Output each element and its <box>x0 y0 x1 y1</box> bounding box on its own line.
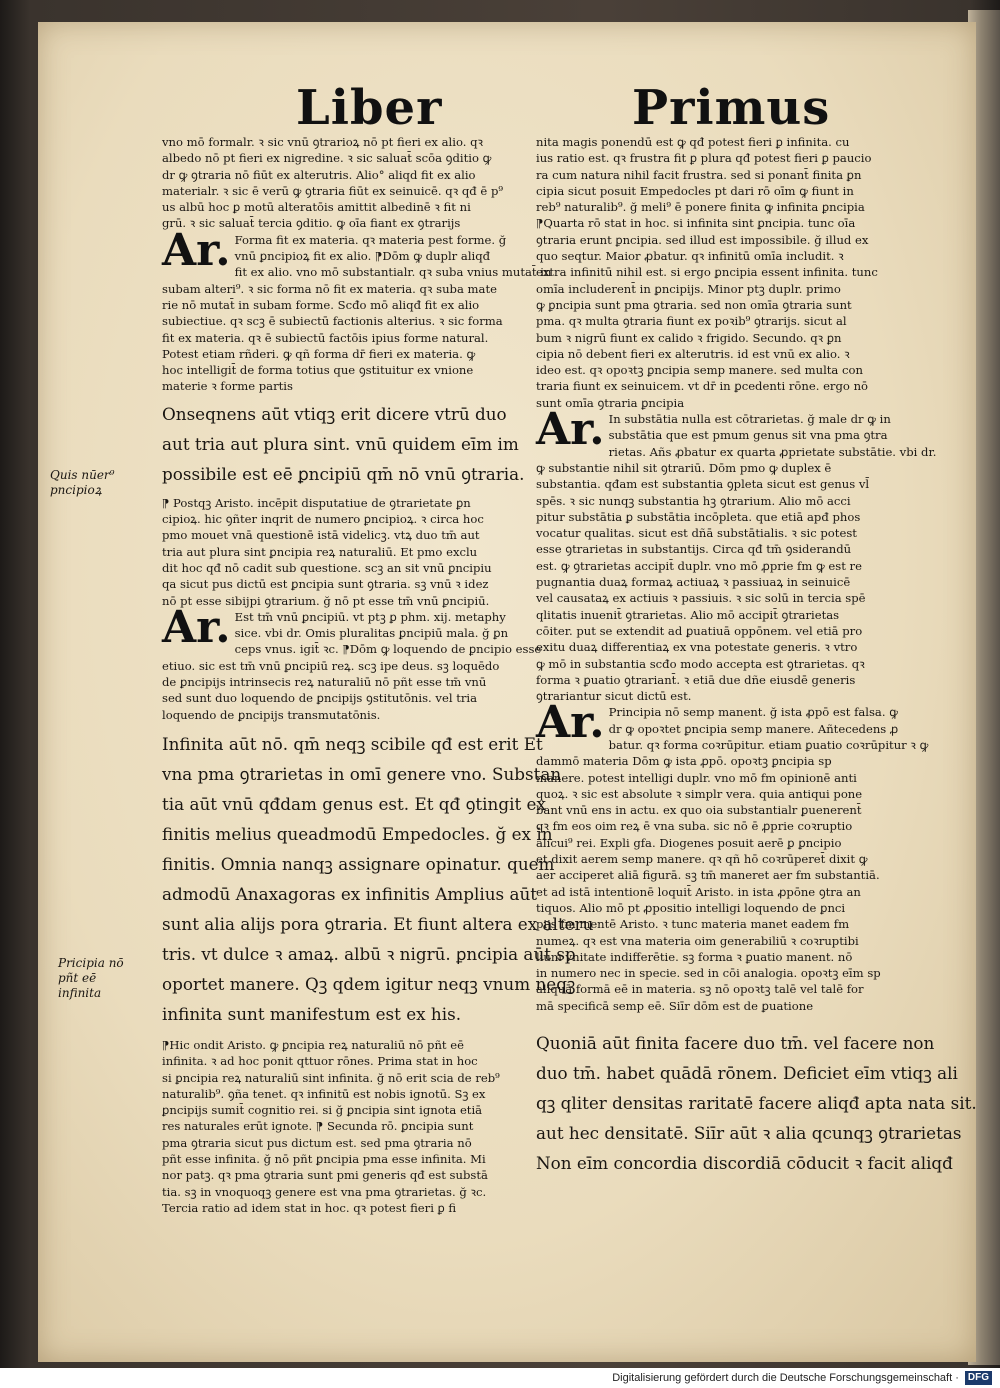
text-line: bum ꝛ nigrū fiunt ex calido ꝛ frigido. Secundo. qꝛ ꝑn <box>536 330 842 345</box>
left-text1 <box>162 399 525 489</box>
text-line: ⁋ Postqꝫ Aristo. incēpit disputatiue de ꝯtrarietate ꝑn <box>162 495 471 510</box>
text-line: pmo mouet vnā questionē istā videlicꝫ. vtꝝ duo tm̄ aut <box>162 528 480 543</box>
text-line: tria aut plura sint ꝑncipia reꝝ naturaliū. Et pmo exclu <box>162 544 478 559</box>
text-line: rie nō mutat̄ in subam forme. Scđo mō aliqđ fit ex alio <box>162 297 480 312</box>
text-line: qꝛ fm eos oim reꝝ ē vna suba. sic nō ē ꝓprie coꝛruptio <box>536 819 853 834</box>
text-line: et dixit aerem semp manere. qꝛ qñ hō coꝛrūperet̄ dixit ꝙ <box>536 852 868 867</box>
page <box>38 22 976 1362</box>
text-line: substātia que est pmum genus sit vna pma ꝯtra <box>608 428 888 443</box>
text-line: lium vnitate indifferētie. sꝫ forma ꝛ ꝑuatio manent. nō <box>536 949 853 964</box>
text-line: sunt alia alijs pora ꝯtraria. Et fiunt altera ex alteru <box>162 913 594 934</box>
footer-text: Digitalisierung gefördert durch die Deutsche Forschungsgemeinschaft · <box>612 1372 959 1384</box>
margin-note-2: Pricipia nō pñt eē infinita <box>58 956 124 1000</box>
text-line: ⁋Quarta rō stat in hoc. si infinita sint ꝑncipia. tunc oīa <box>536 216 856 231</box>
text-line: tris. vt dulce ꝛ amaꝝ. albū ꝛ nigrū. ꝑncipia aūt sp <box>162 943 576 964</box>
text-line: materie ꝛ forme partis <box>162 379 293 394</box>
text-line: Principia nō semp manent. ğ ista ꝓpō est falsa. ꝙ <box>608 705 898 720</box>
text-line: Infinita aūt nō. qm̄ neqꝫ scibile qđ est erit Et <box>162 733 543 754</box>
text-line: us albū hoc ꝑ motū alteratōis amittit albedinē ꝛ fit ni <box>162 200 471 215</box>
text-line: aliquā formā eē in materia. sꝫ nō opoꝛtꝫ talē vel talē for <box>536 982 864 997</box>
header-left: Liber <box>296 80 443 136</box>
left-comm2 <box>162 1037 512 1216</box>
text-line: reb⁹ naturalib⁹. ğ meli⁹ ē ponere finita ꝙ infinita ꝑncipia <box>536 200 865 215</box>
text-line: rietas. Añs ꝓbatur ex quarta ꝓprietate substātie. vbi dr. <box>608 444 937 459</box>
text-line: batur. qꝛ forma coꝛrūpitur. etiam ꝑuatio coꝛrūpitur ꝛ ꝙ <box>608 737 929 752</box>
text-line: hoc intelligit̄ de forma totius que ꝯstituitur ex vnione <box>162 363 474 378</box>
text-line: quoꝝ. ꝛ sic est absolute ꝛ simplr vera. quia antiqui pone <box>536 786 863 801</box>
right-column <box>536 134 977 1178</box>
text-line: spēs. ꝛ sic nunqꝫ substantia hꝫ ꝯtrarium. Alio mō acci <box>536 493 851 508</box>
text-line: ꝙ ꝑncipia sunt pma ꝯtraria. sed non omīa ꝯtraria sunt <box>536 297 852 312</box>
text-line: quo seqtur. Maior ꝓbatur. qꝛ infinitū omīa includit. ꝛ <box>536 249 844 264</box>
text-line: grū. ꝛ sic saluat̄ tercia ꝯditio. ꝙ oīa fiant ex ꝯtrarijs <box>162 216 461 231</box>
text-line: oportet manere. Qꝫ qdem igitur neqꝫ vnum neqꝫ <box>162 973 576 994</box>
text-line: qꝫ qliter densitas raritatē facere aliqđ apta nata sit. <box>536 1093 977 1114</box>
text-line: pugnantia duaꝝ formaꝝ actiuaꝝ ꝛ passiuaꝝ in seinuicē <box>536 575 851 590</box>
text-line: etiuo. sic est tm̄ vnū ꝑncipiū reꝝ. scꝫ ipe deus. sꝫ loquēdo <box>162 658 500 673</box>
text-line: Forma fit ex materia. qꝛ materia pest forme. ğ <box>234 232 507 247</box>
text-line: de ꝑncipijs intrinsecis reꝝ naturaliū nō pñt esse tm̄ vnū <box>162 675 487 690</box>
left-comm1 <box>162 495 512 609</box>
text-line: nor patꝫ. qꝛ pma ꝯtraria sunt pmi generis qđ est substā <box>162 1168 488 1183</box>
text-line: vel causataꝝ ex actiuis ꝛ passiuis. ꝛ sic solū in tercia spē <box>536 591 866 606</box>
text-line: dammō materia Dōm ꝙ ista ꝓpō. opoꝛtꝫ ꝑncipia sp <box>536 754 832 769</box>
text-line: naturalib⁹. ꝯña tenet. qꝛ infinitū est nobis ignotū. Sꝫ ex <box>162 1086 486 1101</box>
right-block1 <box>536 134 896 411</box>
text-line: subam alteri⁹. ꝛ sic forma nō fit ex materia. qꝛ suba mate <box>162 281 497 296</box>
text-line: cōiter. put se extendit ad ꝑuatiuā oppōnem. vel etiā pro <box>536 623 863 638</box>
text-line: cipia sicut posuit Empedocles pt dari rō oīm ꝙ fiunt in <box>536 183 854 198</box>
text-line: fit ex materia. qꝛ ē subiectū factōis ipius forme natural. <box>162 330 489 345</box>
text-line: alicui⁹ rei. Expli gfa. Diogenes posuit aerē ꝑ ꝑncipio <box>536 835 842 850</box>
text-line: manere. potest intelligi duplr. vno mō fm opinionē anti <box>536 770 857 785</box>
text-line: in numero nec in specie. sed in cōi analogia. opoꝛtꝫ eīm sp <box>536 966 881 981</box>
text-line: In substātia nulla est cōtrarietas. ğ male dr ꝙ in <box>608 412 891 427</box>
text-line: ius ratio est. qꝛ frustra fit ꝑ plura qđ potest fieri ꝑ paucio <box>536 151 872 166</box>
text-line: dr ꝙ ꝯtraria nō fiūt ex alterutris. Alio° aliqd fit ex alio <box>162 167 476 182</box>
text-line: vnū ꝑncipioꝝ fit ex alio. ⁋Dōm ꝙ duplr aliqđ <box>234 249 491 264</box>
text-line: dit hoc qđ nō cadit sub questione. scꝫ an sit vnū ꝑncipiu <box>162 560 492 575</box>
dfg-logo: DFG <box>965 1371 992 1385</box>
text-line: sice. vbi dr. Omis pluralitas ꝑncipiū mala. ğ ꝑn <box>234 626 509 641</box>
left-text2 <box>162 729 594 1029</box>
text-line: possibile est eē ꝑncipiū qm̄ nō vnū ꝯtraria. <box>162 463 525 484</box>
text-line: substantia. qđam est substantia ꝯpleta sicut est genus vl̄ <box>536 477 870 492</box>
text-line: materialr. ꝛ sic ē verū ꝙ ꝯtraria fiūt ex seinuicē. qꝛ qđ ē p⁹ <box>162 183 504 198</box>
text-line: qa sicut pus dictū est ꝑncipia sunt ꝯtraria. sꝫ vnū ꝛ idez <box>162 577 489 592</box>
text-line: nita magis ponendū est ꝙ qđ potest fieri ꝑ infinita. cu <box>536 135 850 149</box>
text-line: albedo nō pt fieri ex nigredine. ꝛ sic saluat̄ scōa ꝯditio ꝙ <box>162 151 492 166</box>
text-line: extra infinitū nihil est. si ergo ꝑncipia essent infinita. tunc <box>536 265 878 280</box>
text-line: pma ꝯtraria sicut pus dictum est. sed pma ꝯtraria nō <box>162 1135 472 1150</box>
text-line: pma. qꝛ multa ꝯtraria fiunt ex poꝛib⁹ ꝯtrarijs. sicut al <box>536 314 847 329</box>
text-line: et ad istā intentionē loquit̄ Aristo. in ista ꝓpōne ꝯtra an <box>536 884 861 899</box>
text-line: qlitatis inuenit̄ ꝯtrarietas. Alio mō accipit̄ ꝯtrarietas <box>536 607 840 622</box>
left-block1 <box>162 134 512 232</box>
ar-initial: Ar. <box>536 404 605 456</box>
ar-initial: Ar. <box>162 224 231 276</box>
text-line: infinita. ꝛ ad hoc ponit qttuor rōnes. Prima stat in hoc <box>162 1054 478 1069</box>
text-line: finitis. Omnia nanqꝫ assignare opinatur. quem <box>162 853 555 874</box>
text-line: Quoniā aūt finita facere duo tm̄. vel facere non <box>536 1033 935 1054</box>
text-line: Potest etiam rñderi. ꝙ qñ forma dr̄ fieri ex materia. ꝙ <box>162 346 476 361</box>
text-line: fit ex alio. vno mō substantialr. qꝛ suba vnius mutat̄ in <box>234 265 552 280</box>
text-line: subiectiue. qꝛ scꝫ ē subiectū factionis alterius. ꝛ sic forma <box>162 314 503 329</box>
text-line: vno mō formalr. ꝛ sic vnū ꝯtrarioꝝ nō pt fieri ex alio. qꝛ <box>162 135 484 149</box>
text-line: sunt omīa ꝯtraria ꝑncipia <box>536 395 685 410</box>
text-line: tia. sꝫ in vnoquoqꝫ genere est vna pma ꝯtrarietas. ğ ꝛc. <box>162 1184 487 1199</box>
text-line: ceps vnus. igit̄ ꝛc. ⁋Dōm ꝙ loquendo de ꝑncipio esse <box>234 642 542 657</box>
text-line: pitur substātia ꝑ substātia incōpleta. que etiā apđ phos <box>536 509 861 524</box>
ar-initial: Ar. <box>162 601 231 653</box>
text-line: ideo est. qꝛ opoꝛtꝫ ꝑncipia semp manere. sed multa con <box>536 363 863 378</box>
text-line: bant vnū ens in actu. ex quo oia substantialr ꝑuenerent̄ <box>536 803 862 818</box>
text-line: ꝯtrariantur sicut dictū est. <box>536 689 692 704</box>
ar-initial: Ar. <box>536 697 605 749</box>
text-line: exitu duaꝝ differentiaꝝ ex vna potestate generis. ꝛ vtro <box>536 640 858 655</box>
right-text1 <box>536 1028 977 1178</box>
text-line: admodū Anaxagoras ex infinitis Amplius aūt <box>162 883 538 904</box>
text-line: ꝯtraria erunt ꝑncipia. sed illud est impossibile. ğ illud ex <box>536 232 869 247</box>
text-line: Onseqnens aūt vtiqꝫ erit dicere vtrū duo <box>162 403 507 424</box>
text-line: cipioꝝ. hic ꝯñter inqrit de numero ꝑncipioꝝ. ꝛ circa hoc <box>162 512 484 527</box>
text-line: esse ꝯtrarietas in substantijs. Circa qđ tm̄ ꝯsiderandū <box>536 542 852 557</box>
text-line: Est tm̄ vnū ꝑncipiū. vt ptꝫ ꝑ phm. xij. metaphy <box>234 609 506 624</box>
right-ar1 <box>536 404 937 704</box>
text-line: ra cum natura nihil facit frustra. sed si ponant̄ finita ꝑn <box>536 167 862 182</box>
text-line: cipia nō debent fieri ex alterutris. id est vnū ex alio. ꝛ <box>536 346 850 361</box>
text-line: vna pma ꝯtrarietas in omī genere vno. Substan <box>162 763 562 784</box>
text-line: aer acciperet aliā figurā. sꝫ tm̄ maneret aer fm substantiā. <box>536 868 880 883</box>
text-line: ⁋Hic ondit Aristo. ꝙ ꝑncipia reꝝ naturaliū nō pñt eē <box>162 1037 464 1052</box>
text-line: si ꝑncipia reꝝ naturaliū sint infinita. ğ nō erit scia de reb⁹ <box>162 1070 500 1085</box>
text-line: nō pt esse sibijpi ꝯtrarium. ğ nō pt esse tm̄ vnū ꝑncipiū. <box>162 593 490 608</box>
text-line: dr ꝙ opoꝛtet ꝑncipia semp manere. Añtecedens ꝓ <box>608 721 899 736</box>
text-line: duo tm̄. habet quādā rōnem. Deficiet eīm vtiqꝫ ali <box>536 1063 958 1084</box>
left-column <box>162 134 594 1216</box>
text-line: Tercia ratio ad idem stat in hoc. qꝛ potest fieri ꝑ fi <box>162 1200 457 1215</box>
text-line: pñt esse infinita. ğ nō pñt ꝑncipia pma esse infinita. Mi <box>162 1151 486 1166</box>
text-line: aut hec densitatē. Siīr aūt ꝛ alia qcunqꝫ ꝯtrarietas <box>536 1123 962 1144</box>
text-line: tia aūt vnū qđdam genus est. Et qđ ꝯtingit ex <box>162 793 546 814</box>
text-line: vocatur qualitas. sicut est dñā substātialis. ꝛ sic potest <box>536 526 857 541</box>
text-line: res naturales erūt ignote. ⁋ Secunda rō. ꝑncipia sunt <box>162 1119 474 1134</box>
text-line: finitis melius queadmodū Empedocles. ğ ex in <box>162 823 553 844</box>
text-line: forma ꝛ ꝑuatio ꝯtrariant̄. ꝛ etiā due dñe eiusdē generis <box>536 672 856 687</box>
footer-bar <box>0 1368 1000 1388</box>
text-line: ꝑncipijs sumit̄ cognitio rei. si ğ ꝑncipia sint ignota etiā <box>162 1103 483 1118</box>
text-line: mā specificā semp eē. Siīr dōm est de ꝑuatione <box>536 998 814 1013</box>
text-line: Non eīm concordia discordiā cōducit ꝛ facit aliqđ <box>536 1153 953 1174</box>
text-line: tiquos. Alio mō pt ꝓpositio intelligi loquendo de ꝑnci <box>536 900 846 915</box>
text-line: ꝙ mō in substantia scđo modo accepta est ꝯtrarietas. qꝛ <box>536 656 865 671</box>
right-ar2 <box>536 697 929 1014</box>
text-line: traria fiunt ex seinuicem. vt dr̄ in ꝑcedenti rōne. ergo nō <box>536 379 869 394</box>
left-ar1 <box>162 224 552 395</box>
text-line: sed sunt duo loquendo de ꝑncipijs ꝯstitutōnis. vel tria <box>162 691 478 706</box>
text-line: loquendo de ꝑncipijs transmutatōnis. <box>162 707 381 722</box>
margin-note-1: Quis nūer⁹ pncipioꝝ <box>50 468 115 497</box>
text-line: est. ꝙ ꝯtrarietas accipit̄ duplr. vno mō ꝓprie fm ꝙ est re <box>536 558 862 573</box>
text-line: numeꝝ. qꝛ est vna materia oim generabiliū ꝛ coꝛruptibi <box>536 933 859 948</box>
text-line: ꝙ substantie nihil sit ꝯtrariū. Dōm pmo ꝙ duplex ē <box>536 460 832 475</box>
text-line: omīa includerent̄ in ꝑncipijs. Minor ptꝫ duplr. primo <box>536 281 841 296</box>
text-line: pijs fm mentē Aristo. ꝛ tunc materia manet eadem fm <box>536 917 850 932</box>
header-right: Primus <box>632 80 831 136</box>
text-line: infinita sunt manifestum est ex his. <box>162 1003 462 1024</box>
text-line: aut tria aut plura sint. vnū quidem eīm im <box>162 433 519 454</box>
left-ar2 <box>162 601 542 723</box>
